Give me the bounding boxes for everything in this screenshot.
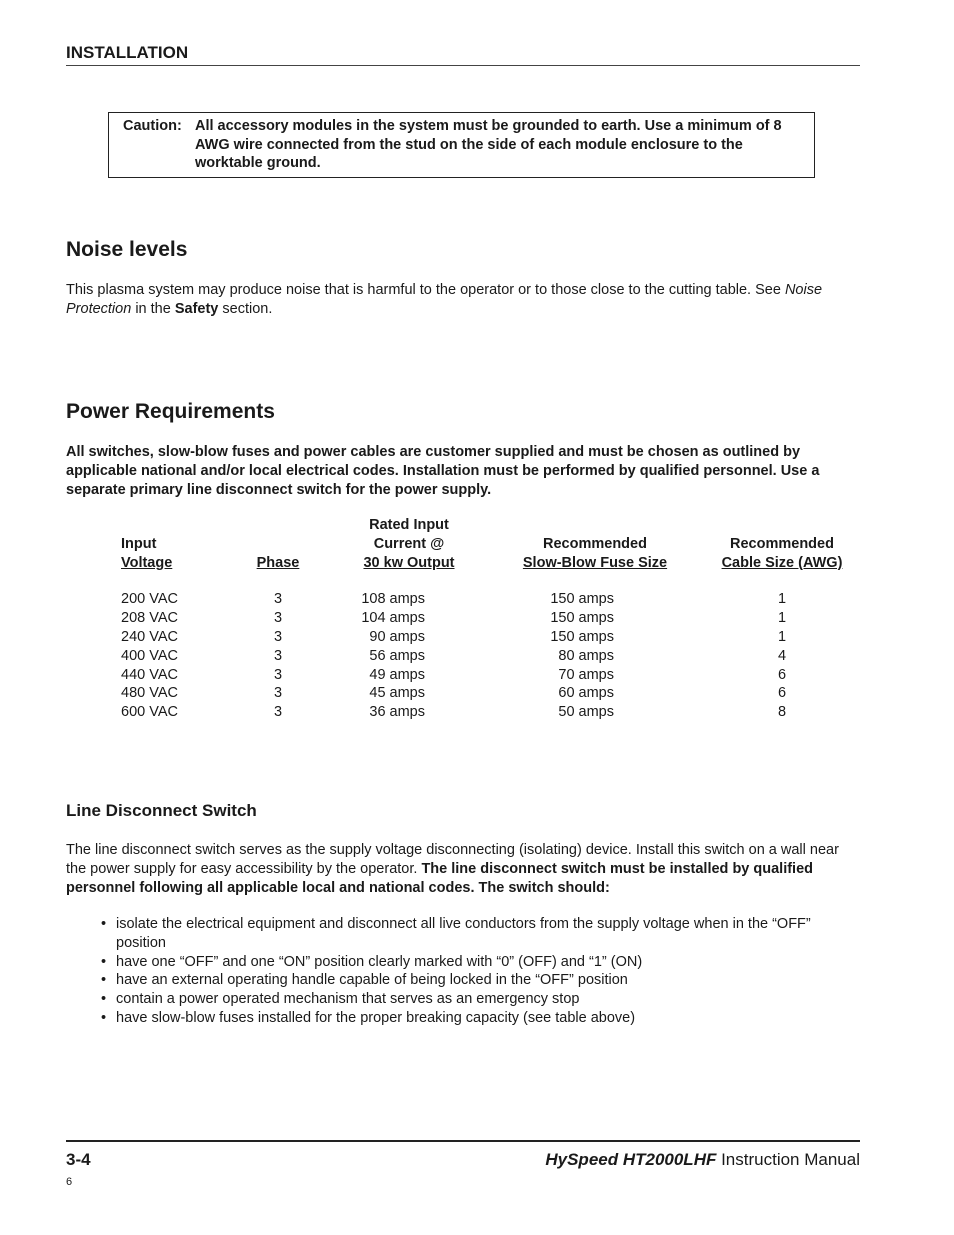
- table-row: 208 VAC 3 104 amps 150 amps 1: [121, 610, 787, 627]
- table-row: 200 VAC 3 108 amps 150 amps 1: [121, 591, 787, 608]
- header-cable-size: Recommended Cable Size (AWG): [721, 535, 843, 571]
- noise-paragraph: [66, 281, 856, 319]
- table-spacer: [104, 572, 874, 590]
- noise-text-1: This plasma system may produce noise that is harmful to the operator or to those close to the cutting table. See: [66, 282, 785, 298]
- disconnect-text-bold: The line disconnect switch must be installed by qualified personnel following all applicable local and national codes. The switch should:: [66, 860, 814, 896]
- list-item: • have one “OFF” and one “ON” position clearly marked with “0” (OFF) and “1” (ON): [100, 953, 860, 972]
- header-input-voltage: Input Voltage: [121, 535, 173, 571]
- power-requirements-table: [104, 516, 874, 722]
- table-row: 240 VAC 3 90 amps 150 amps 1: [121, 628, 787, 645]
- table-row: 400 VAC 3 56 amps 80 amps 4: [121, 647, 787, 664]
- list-item: • have an external operating handle capable of being locked in the “OFF” position: [100, 971, 860, 990]
- disconnect-heading: Line Disconnect Switch: [66, 801, 257, 820]
- footer-rule: [66, 1140, 860, 1142]
- list-item: • have slow-blow fuses installed for the proper breaking capacity (see table above): [100, 1009, 860, 1028]
- safety-reference: Safety: [174, 300, 219, 317]
- caution-label: Caution:: [123, 118, 182, 134]
- header-fuse-size: Recommended Slow-Blow Fuse Size: [522, 535, 668, 571]
- manual-title-suffix: Instruction Manual: [716, 1150, 860, 1169]
- header-phase: Phase: [256, 554, 300, 571]
- caution-text: All accessory modules in the system must be grounded to earth. Use a minimum of 8 AWG wire connected from the stud on the side of each module enclosure to the worktable ground.: [195, 118, 782, 171]
- table-row: 440 VAC 3 49 amps 70 amps 6: [121, 666, 787, 683]
- header-rated-current: Rated Input Current @ 30 kw Output: [363, 517, 455, 571]
- noise-heading: Noise levels: [66, 238, 188, 261]
- list-item: • isolate the electrical equipment and disconnect all live conductors from the supply voltage when in the “OFF” position: [100, 915, 860, 953]
- noise-text-3: section.: [218, 300, 273, 317]
- section-label: INSTALLATION: [66, 43, 189, 62]
- noise-protection-reference: Noise Protection: [66, 282, 823, 317]
- power-heading: Power Requirements: [66, 400, 275, 423]
- table-row: 480 VAC 3 45 amps 60 amps 6: [121, 685, 787, 702]
- disconnect-text: The line disconnect switch serves as the supply voltage disconnecting (isolating) device. Install this switch on a wall near the power supply for easy accessibility by the operator.: [66, 842, 839, 877]
- manual-title: [545, 1150, 860, 1170]
- power-intro: All switches, slow-blow fuses and power cables are customer supplied and must be chosen as outlined by applicable national and/or local electrical codes. Installation must be performed by qualified personnel. Use a separate primary line disconnect switch for the power supply.: [66, 444, 820, 498]
- header-rule: [66, 65, 860, 66]
- table-header-row: [104, 516, 874, 572]
- brand-name: HySpeed HT2000LHF: [545, 1150, 717, 1169]
- disconnect-paragraph: [66, 841, 856, 897]
- table-row: 600 VAC 3 36 amps 50 amps 8: [121, 704, 787, 721]
- list-item: • contain a power operated mechanism that serves as an emergency stop: [100, 990, 860, 1009]
- page-sub-number: 6: [66, 1176, 73, 1188]
- disconnect-requirements-list: [100, 915, 860, 1028]
- noise-text-2: in the: [131, 300, 175, 317]
- page-number: 3-4: [66, 1150, 91, 1169]
